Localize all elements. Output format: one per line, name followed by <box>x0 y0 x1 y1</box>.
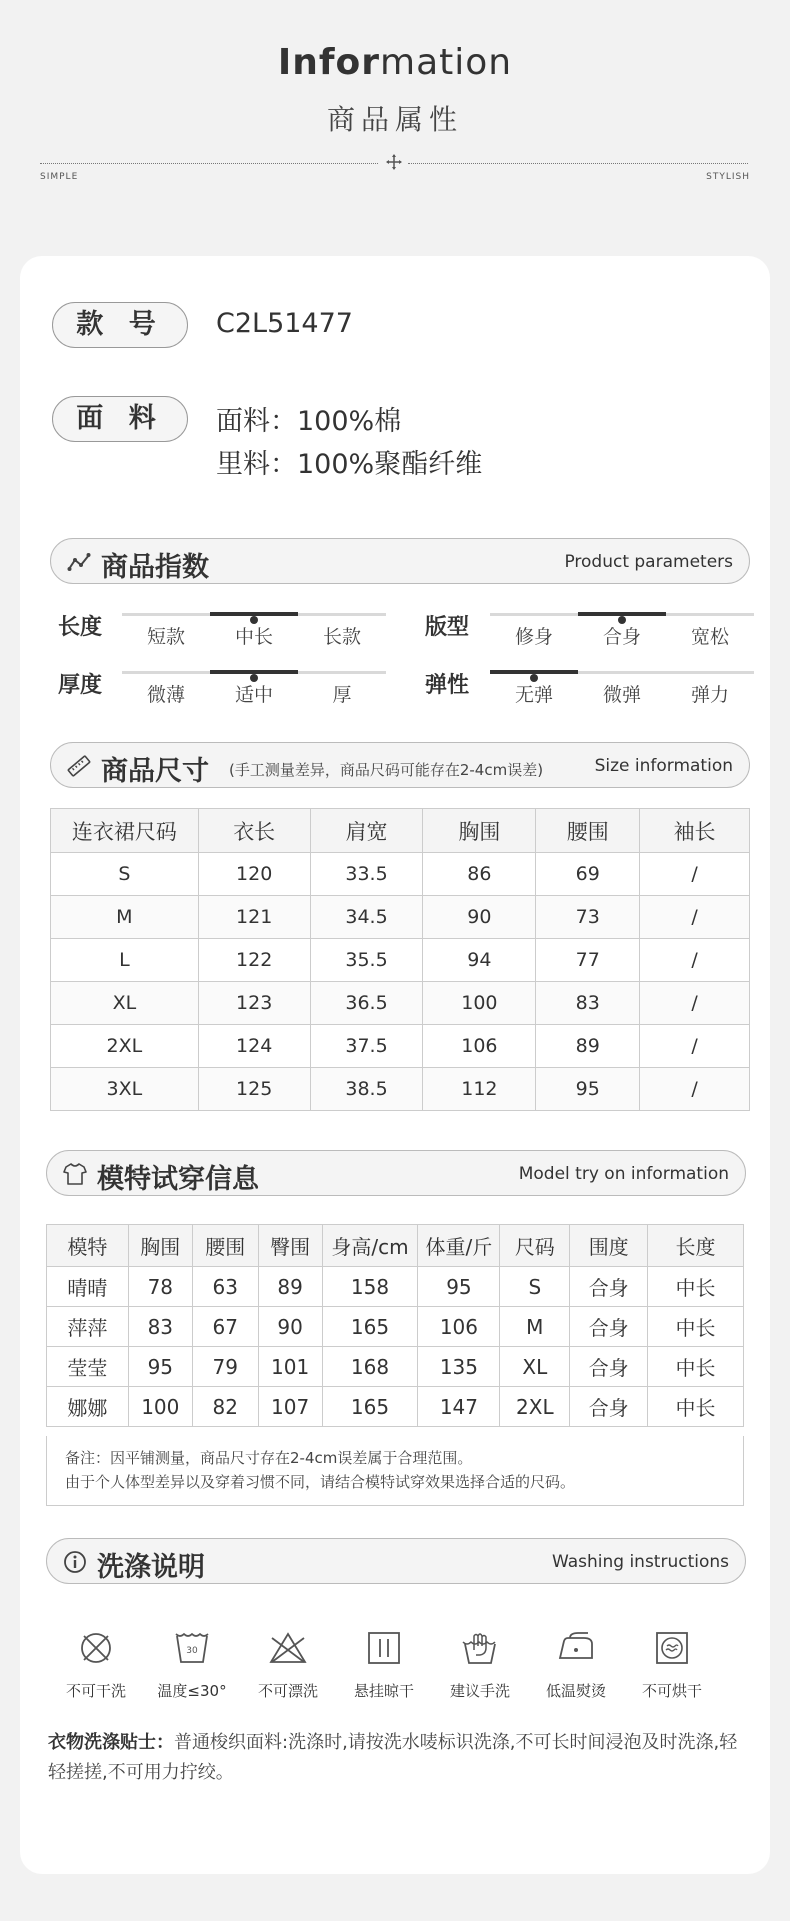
wash-label: 不可干洗 <box>65 1682 126 1700</box>
table-cell: 89 <box>536 1025 640 1068</box>
wash-label: 不可漂洗 <box>257 1682 318 1700</box>
table-cell: 121 <box>198 896 310 939</box>
size-table-header-row <box>51 809 750 853</box>
model-table-header-row <box>47 1225 744 1267</box>
param-option: 宽松 <box>690 626 729 648</box>
size-table-header: 袖长 <box>640 809 750 853</box>
table-cell: 165 <box>322 1307 418 1347</box>
header-title-cn: 商品属性 <box>326 103 463 136</box>
param-option: 短款 <box>146 626 185 648</box>
table-cell: S <box>500 1267 570 1307</box>
table-cell: 35.5 <box>310 939 423 982</box>
size-table-header: 衣长 <box>198 809 310 853</box>
table-cell: XL <box>500 1347 570 1387</box>
fabric-line-1: 面料：100%棉 <box>216 406 402 437</box>
table-cell: / <box>640 939 750 982</box>
table-cell: 合身 <box>570 1347 648 1387</box>
table-cell: 萍萍 <box>47 1307 129 1347</box>
table-cell: 36.5 <box>310 982 423 1025</box>
table-cell: 莹莹 <box>47 1347 129 1387</box>
param-scale-fit <box>490 613 754 616</box>
model-note <box>46 1436 744 1506</box>
wash-temp-badge: 30 <box>186 1646 198 1656</box>
header-divider-right <box>408 163 748 164</box>
table-cell: 2XL <box>500 1387 570 1427</box>
param-option: 适中 <box>234 684 273 706</box>
header-title-en <box>0 42 790 83</box>
table-cell: 中长 <box>648 1267 744 1307</box>
param-name-length: 长度 <box>58 615 103 640</box>
wash-section-header <box>46 1538 746 1584</box>
table-cell: 94 <box>423 939 536 982</box>
table-cell: 34.5 <box>310 896 423 939</box>
table-cell: 38.5 <box>310 1068 423 1111</box>
model-table-header: 腰围 <box>192 1225 258 1267</box>
table-cell: 77 <box>536 939 640 982</box>
header-divider-left <box>40 163 378 164</box>
wash-label: 低温熨烫 <box>545 1682 606 1700</box>
model-table-header: 尺码 <box>500 1225 570 1267</box>
table-cell: 123 <box>198 982 310 1025</box>
table-cell: 中长 <box>648 1347 744 1387</box>
low-iron-icon <box>556 1628 596 1668</box>
header-right-tag: STYLISH <box>706 172 750 182</box>
chart-line-icon <box>67 550 91 574</box>
table-cell: 69 <box>536 853 640 896</box>
param-option: 微薄 <box>146 684 185 706</box>
header-left-tag: SIMPLE <box>40 172 79 182</box>
info-icon <box>63 1550 87 1574</box>
cross-ornament-icon <box>386 154 402 170</box>
table-row <box>51 1068 750 1111</box>
size-section-title: 商品尺寸 <box>101 756 209 787</box>
fabric-label: 面 料 <box>52 396 188 442</box>
table-cell: 107 <box>258 1387 322 1427</box>
size-table-header: 胸围 <box>423 809 536 853</box>
table-cell: 中长 <box>648 1387 744 1427</box>
wash-item <box>240 1628 336 1701</box>
table-row <box>47 1307 744 1347</box>
table-cell: 79 <box>192 1347 258 1387</box>
wash-30-icon <box>172 1628 212 1668</box>
size-section-header <box>50 742 750 788</box>
table-cell: M <box>51 896 199 939</box>
table-cell: 合身 <box>570 1387 648 1427</box>
table-cell: 89 <box>258 1267 322 1307</box>
table-cell: 83 <box>128 1307 192 1347</box>
table-cell: 158 <box>322 1267 418 1307</box>
table-cell: / <box>640 982 750 1025</box>
param-option: 厚 <box>332 684 352 706</box>
table-cell: 合身 <box>570 1307 648 1347</box>
table-row <box>51 853 750 896</box>
table-cell: 165 <box>322 1387 418 1427</box>
table-cell: 147 <box>418 1387 500 1427</box>
table-row <box>51 939 750 982</box>
table-cell: 125 <box>198 1068 310 1111</box>
table-row <box>47 1387 744 1427</box>
table-cell: 100 <box>423 982 536 1025</box>
table-cell: L <box>51 939 199 982</box>
size-table-header: 肩宽 <box>310 809 423 853</box>
param-option: 合身 <box>602 626 641 648</box>
model-section-title: 模特试穿信息 <box>97 1164 259 1195</box>
table-cell: 120 <box>198 853 310 896</box>
table-cell: 晴晴 <box>47 1267 129 1307</box>
model-table <box>46 1224 744 1427</box>
no-tumble-dry-icon <box>652 1628 692 1668</box>
model-table-header: 围度 <box>570 1225 648 1267</box>
param-scale-elasticity <box>490 671 754 674</box>
model-table-header: 身高/cm <box>322 1225 418 1267</box>
wash-tips <box>48 1728 754 1788</box>
table-cell: 124 <box>198 1025 310 1068</box>
wash-item <box>624 1628 720 1701</box>
param-name-elasticity: 弹性 <box>425 673 470 698</box>
param-scale-thickness <box>122 671 386 674</box>
table-cell: 83 <box>536 982 640 1025</box>
fabric-line-2: 里料：100%聚酯纤维 <box>216 449 483 480</box>
table-cell: 娜娜 <box>47 1387 129 1427</box>
table-cell: 101 <box>258 1347 322 1387</box>
params-section-en: Product parameters <box>564 552 733 572</box>
no-bleach-icon <box>268 1628 308 1668</box>
size-table <box>50 808 750 1111</box>
model-table-header: 臀围 <box>258 1225 322 1267</box>
table-cell: 90 <box>423 896 536 939</box>
table-cell: 3XL <box>51 1068 199 1111</box>
param-name-thickness: 厚度 <box>58 673 103 698</box>
table-cell: 86 <box>423 853 536 896</box>
no-dry-clean-icon <box>76 1628 116 1668</box>
table-cell: 112 <box>423 1068 536 1111</box>
model-table-header: 长度 <box>648 1225 744 1267</box>
wash-label: 不可烘干 <box>641 1682 702 1700</box>
table-cell: 100 <box>128 1387 192 1427</box>
param-option: 修身 <box>514 626 553 648</box>
page-header <box>0 0 790 200</box>
model-table-header: 体重/斤 <box>418 1225 500 1267</box>
table-cell: 168 <box>322 1347 418 1387</box>
wash-item <box>144 1628 240 1701</box>
table-cell: 67 <box>192 1307 258 1347</box>
table-cell: / <box>640 853 750 896</box>
wash-item <box>528 1628 624 1701</box>
table-cell: S <box>51 853 199 896</box>
wash-tips-text: 普通梭织面料:洗涤时,请按洗水唛标识洗涤,不可长时间浸泡及时洗涤,轻轻搓搓,不可用力拧绞。 <box>48 1732 738 1783</box>
table-cell: 33.5 <box>310 853 423 896</box>
param-scale-length <box>122 613 386 616</box>
model-table-header: 胸围 <box>128 1225 192 1267</box>
param-option: 长款 <box>322 626 361 648</box>
table-cell: 90 <box>258 1307 322 1347</box>
table-cell: 37.5 <box>310 1025 423 1068</box>
table-cell: / <box>640 896 750 939</box>
size-table-header: 腰围 <box>536 809 640 853</box>
wash-section-en: Washing instructions <box>551 1552 729 1572</box>
table-cell: / <box>640 1068 750 1111</box>
style-number-label: 款 号 <box>52 302 188 348</box>
hang-dry-icon <box>364 1628 404 1668</box>
param-option: 弹力 <box>690 684 729 706</box>
table-row <box>51 982 750 1025</box>
table-cell: 95 <box>128 1347 192 1387</box>
wash-section-title: 洗涤说明 <box>97 1552 205 1583</box>
model-note-line-1: 备注：因平铺测量，商品尺寸存在2-4cm误差属于合理范围。 <box>65 1449 473 1467</box>
table-cell: 63 <box>192 1267 258 1307</box>
wash-item <box>48 1628 144 1701</box>
param-option: 中长 <box>234 626 273 648</box>
model-section-header <box>46 1150 746 1196</box>
table-cell: 2XL <box>51 1025 199 1068</box>
table-cell: XL <box>51 982 199 1025</box>
param-option: 无弹 <box>514 684 553 706</box>
wash-label: 建议手洗 <box>449 1682 510 1700</box>
wash-item <box>432 1628 528 1701</box>
model-table-header: 模特 <box>47 1225 129 1267</box>
param-name-fit: 版型 <box>425 615 470 640</box>
table-row <box>47 1267 744 1307</box>
table-cell: 135 <box>418 1347 500 1387</box>
table-cell: 合身 <box>570 1267 648 1307</box>
table-cell: 106 <box>418 1307 500 1347</box>
wash-item <box>336 1628 432 1701</box>
table-cell: / <box>640 1025 750 1068</box>
table-cell: 78 <box>128 1267 192 1307</box>
table-cell: 122 <box>198 939 310 982</box>
param-option: 微弹 <box>602 684 641 706</box>
table-cell: 82 <box>192 1387 258 1427</box>
style-number-value: C2L51477 <box>216 308 353 339</box>
table-cell: 95 <box>536 1068 640 1111</box>
table-row <box>47 1347 744 1387</box>
wash-label: 温度≤30° <box>157 1682 227 1700</box>
table-row <box>51 896 750 939</box>
table-cell: 95 <box>418 1267 500 1307</box>
header-title-en-rest: mation <box>380 42 513 83</box>
params-section-title: 商品指数 <box>101 552 209 583</box>
model-section-en: Model try on information <box>518 1164 729 1184</box>
wash-label: 悬挂晾干 <box>353 1682 414 1700</box>
size-section-subtitle: (手工测量差异，商品尺码可能存在2-4cm误差) <box>229 761 544 779</box>
size-table-header: 连衣裙尺码 <box>51 809 199 853</box>
table-cell: 106 <box>423 1025 536 1068</box>
table-row <box>51 1025 750 1068</box>
size-section-en: Size information <box>594 756 733 776</box>
table-cell: M <box>500 1307 570 1347</box>
hand-wash-icon <box>460 1628 500 1668</box>
params-section-header <box>50 538 750 584</box>
model-note-line-2: 由于个人体型差异以及穿着习惯不同，请结合模特试穿效果选择合适的尺码。 <box>65 1473 576 1491</box>
wash-tips-label: 衣物洗涤贴士： <box>48 1732 174 1753</box>
header-title-en-bold: Infor <box>277 42 381 83</box>
table-cell: 中长 <box>648 1307 744 1347</box>
table-cell: 73 <box>536 896 640 939</box>
ruler-icon <box>67 754 91 778</box>
tshirt-icon <box>63 1162 87 1186</box>
